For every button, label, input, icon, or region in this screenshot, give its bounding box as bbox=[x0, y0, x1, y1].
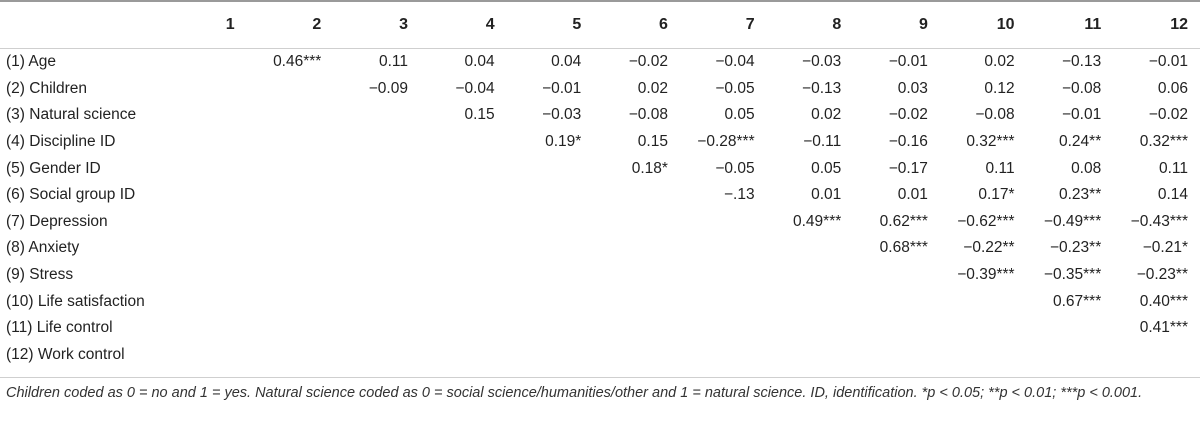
table-cell bbox=[247, 182, 334, 209]
header-row bbox=[0, 2, 1200, 49]
table-cell bbox=[767, 315, 854, 342]
table-row bbox=[0, 342, 1200, 369]
table-cell: 0.41*** bbox=[1139, 319, 1188, 337]
column-header-11: 11 bbox=[1084, 16, 1102, 33]
table-cell: −0.62*** bbox=[957, 212, 1015, 230]
table-cell bbox=[680, 315, 767, 342]
column-header-9: 9 bbox=[919, 16, 928, 33]
table-cell: 0.23** bbox=[1059, 186, 1102, 204]
table-row bbox=[0, 49, 1200, 76]
table-cell bbox=[853, 288, 940, 315]
table-cell: −0.09 bbox=[368, 79, 408, 97]
table-cell: −0.49*** bbox=[1043, 212, 1102, 230]
table-cell: 0.01 bbox=[811, 186, 842, 204]
table-cell: −0.17 bbox=[888, 159, 928, 177]
column-header-7: 7 bbox=[745, 16, 755, 33]
table-cell bbox=[767, 262, 854, 289]
table-row bbox=[0, 102, 1200, 129]
table-cell: 0.18* bbox=[631, 159, 668, 177]
column-header-10: 10 bbox=[996, 16, 1015, 33]
table-cell: 0.02 bbox=[984, 53, 1015, 71]
table-cell bbox=[247, 129, 334, 156]
table-cell bbox=[767, 342, 854, 369]
table-cell: −0.01 bbox=[1062, 106, 1102, 124]
table-cell bbox=[853, 342, 940, 369]
table-cell bbox=[593, 209, 680, 236]
row-label: (9) Stress bbox=[6, 266, 74, 284]
table-cell bbox=[507, 209, 594, 236]
table-cell bbox=[420, 209, 507, 236]
table-cell: 0.05 bbox=[811, 159, 842, 177]
table-cell bbox=[767, 235, 854, 262]
table-cell: 0.04 bbox=[464, 53, 495, 71]
table-cell bbox=[1113, 342, 1200, 369]
row-label: (1) Age bbox=[6, 53, 56, 71]
table-row bbox=[0, 76, 1200, 103]
table-cell: −0.21* bbox=[1142, 239, 1188, 257]
table-cell: 0.05 bbox=[724, 106, 755, 124]
table-cell bbox=[853, 262, 940, 289]
column-header-3: 3 bbox=[399, 16, 408, 33]
table-footnote: Children coded as 0 = no and 1 = yes. Natural science coded as 0 = social science/humanities/other and 1 = natural science. ID, identification. *p < 0.05; **p < 0.01; ***p < 0.001. bbox=[6, 385, 1143, 401]
table-cell bbox=[333, 288, 420, 315]
table-cell: 0.04 bbox=[551, 53, 582, 71]
table-cell bbox=[507, 182, 594, 209]
table-cell: 0.49*** bbox=[793, 212, 842, 230]
table-cell: −0.11 bbox=[803, 133, 842, 151]
table-cell: 0.15 bbox=[464, 106, 495, 124]
table-cell: 0.14 bbox=[1157, 186, 1188, 204]
table-cell bbox=[420, 182, 507, 209]
table-cell bbox=[247, 102, 334, 129]
table-cell: −0.02 bbox=[1148, 106, 1188, 124]
table-cell bbox=[593, 262, 680, 289]
table-cell: −0.03 bbox=[542, 106, 582, 124]
table-cell: 0.06 bbox=[1157, 79, 1188, 97]
table-cell bbox=[160, 49, 247, 76]
table-cell: −0.02 bbox=[628, 53, 668, 71]
table-cell bbox=[507, 155, 594, 182]
table-cell: −0.01 bbox=[888, 53, 928, 71]
table-cell bbox=[160, 342, 247, 369]
table-cell: −0.03 bbox=[802, 53, 842, 71]
table-cell bbox=[680, 262, 767, 289]
table-cell bbox=[247, 235, 334, 262]
bottom-rule bbox=[0, 377, 1200, 378]
table-cell bbox=[333, 209, 420, 236]
row-label: (12) Work control bbox=[6, 345, 125, 363]
table-cell bbox=[333, 235, 420, 262]
table-cell bbox=[333, 155, 420, 182]
table-cell bbox=[247, 342, 334, 369]
table-cell: −0.08 bbox=[628, 106, 668, 124]
row-label: (10) Life satisfaction bbox=[6, 292, 145, 310]
table-cell bbox=[160, 102, 247, 129]
table-cell bbox=[247, 209, 334, 236]
table-cell bbox=[940, 315, 1027, 342]
table-cell: 0.32*** bbox=[966, 133, 1015, 151]
table-cell: −0.02 bbox=[888, 106, 928, 124]
table-cell: −0.05 bbox=[715, 159, 755, 177]
row-label: (6) Social group ID bbox=[6, 186, 136, 204]
table-cell: 0.17* bbox=[978, 186, 1015, 204]
table-cell bbox=[507, 262, 594, 289]
table-cell: −0.04 bbox=[715, 53, 755, 71]
table-cell: 0.46*** bbox=[273, 53, 322, 71]
table-cell: 0.01 bbox=[897, 186, 928, 204]
table-cell bbox=[940, 288, 1027, 315]
table-cell bbox=[160, 182, 247, 209]
table-cell bbox=[680, 288, 767, 315]
row-label: (7) Depression bbox=[6, 212, 108, 230]
table-row bbox=[0, 262, 1200, 289]
table-cell: −0.01 bbox=[1148, 53, 1188, 71]
table-cell: 0.08 bbox=[1071, 159, 1102, 177]
table-cell: 0.32*** bbox=[1139, 133, 1188, 151]
table-cell: −0.22** bbox=[963, 239, 1015, 257]
table-cell: −0.16 bbox=[888, 133, 928, 151]
table-cell bbox=[420, 288, 507, 315]
table-cell bbox=[333, 102, 420, 129]
table-cell bbox=[160, 315, 247, 342]
column-header-4: 4 bbox=[485, 16, 495, 33]
table-cell: −0.13 bbox=[1062, 53, 1102, 71]
table-cell: 0.15 bbox=[637, 133, 668, 151]
correlation-table bbox=[0, 2, 1200, 368]
table-row bbox=[0, 129, 1200, 156]
table-cell bbox=[160, 262, 247, 289]
table-cell bbox=[593, 182, 680, 209]
table-cell bbox=[940, 342, 1027, 369]
table-cell bbox=[160, 209, 247, 236]
table-cell: −0.23** bbox=[1049, 239, 1102, 257]
header-cell-label bbox=[0, 2, 160, 49]
table-cell: 0.03 bbox=[897, 79, 928, 97]
table-cell: 0.19* bbox=[545, 133, 582, 151]
column-header-12: 12 bbox=[1170, 16, 1188, 33]
table-row bbox=[0, 209, 1200, 236]
table-cell: −0.39*** bbox=[957, 266, 1015, 284]
table-cell bbox=[160, 235, 247, 262]
table-cell bbox=[420, 129, 507, 156]
table-row bbox=[0, 315, 1200, 342]
table-cell: 0.67*** bbox=[1052, 292, 1102, 310]
table-cell bbox=[247, 288, 334, 315]
table-cell bbox=[680, 342, 767, 369]
column-header-1: 1 bbox=[225, 16, 235, 33]
table-cell: −0.13 bbox=[802, 79, 842, 97]
table-cell: −0.08 bbox=[975, 106, 1015, 124]
table-cell bbox=[507, 235, 594, 262]
column-header-5: 5 bbox=[572, 16, 582, 33]
table-cell bbox=[333, 129, 420, 156]
table-cell bbox=[247, 76, 334, 103]
table-cell: 0.40*** bbox=[1139, 292, 1188, 310]
table-cell bbox=[247, 155, 334, 182]
table-cell bbox=[680, 209, 767, 236]
table-cell bbox=[333, 262, 420, 289]
table-cell bbox=[333, 315, 420, 342]
table-cell: 0.02 bbox=[811, 106, 842, 124]
table-cell bbox=[507, 288, 594, 315]
table-cell bbox=[420, 262, 507, 289]
table-cell: −0.43*** bbox=[1130, 212, 1188, 230]
table-cell: −0.01 bbox=[542, 79, 582, 97]
table-cell bbox=[593, 235, 680, 262]
table-cell: −0.35*** bbox=[1043, 266, 1102, 284]
table-row bbox=[0, 288, 1200, 315]
table-cell bbox=[507, 315, 594, 342]
table-cell bbox=[420, 342, 507, 369]
table-cell: 0.68*** bbox=[879, 239, 928, 257]
table-cell: −0.28*** bbox=[697, 133, 755, 151]
table-cell: 0.11 bbox=[378, 53, 408, 71]
table-cell: −.13 bbox=[724, 186, 755, 204]
table-cell bbox=[160, 288, 247, 315]
table-cell: 0.11 bbox=[985, 159, 1015, 177]
table-cell bbox=[420, 155, 507, 182]
table-cell bbox=[1027, 342, 1114, 369]
table-cell bbox=[247, 315, 334, 342]
row-label: (8) Anxiety bbox=[6, 239, 80, 257]
row-label: (5) Gender ID bbox=[6, 159, 101, 177]
row-label: (3) Natural science bbox=[6, 106, 137, 124]
table-cell: 0.24** bbox=[1059, 133, 1102, 151]
table-cell bbox=[420, 315, 507, 342]
table-cell bbox=[160, 76, 247, 103]
row-label: (4) Discipline ID bbox=[6, 133, 116, 151]
table-cell: −0.04 bbox=[455, 79, 495, 97]
table-row bbox=[0, 235, 1200, 262]
table-row bbox=[0, 182, 1200, 209]
table-cell bbox=[680, 235, 767, 262]
table-cell bbox=[420, 235, 507, 262]
table-cell bbox=[507, 342, 594, 369]
table-cell bbox=[593, 288, 680, 315]
table-cell bbox=[333, 182, 420, 209]
table-cell bbox=[247, 262, 334, 289]
table-cell: 0.02 bbox=[637, 79, 668, 97]
table-cell bbox=[593, 315, 680, 342]
table-cell: −0.23** bbox=[1136, 266, 1188, 284]
table-cell: −0.08 bbox=[1062, 79, 1102, 97]
table-cell: −0.05 bbox=[715, 79, 755, 97]
column-header-6: 6 bbox=[659, 16, 668, 33]
table-cell bbox=[160, 129, 247, 156]
table-cell bbox=[1027, 315, 1114, 342]
table-cell bbox=[160, 155, 247, 182]
table-cell bbox=[853, 315, 940, 342]
row-label: (11) Life control bbox=[6, 319, 113, 337]
table-row bbox=[0, 155, 1200, 182]
table-cell: 0.62*** bbox=[879, 212, 928, 230]
table-cell bbox=[593, 342, 680, 369]
table-cell: 0.12 bbox=[984, 79, 1015, 97]
column-header-2: 2 bbox=[312, 16, 322, 33]
table-cell bbox=[767, 288, 854, 315]
column-header-8: 8 bbox=[832, 16, 842, 33]
table-cell bbox=[333, 342, 420, 369]
table-cell: 0.11 bbox=[1158, 159, 1188, 177]
row-label: (2) Children bbox=[6, 79, 87, 97]
